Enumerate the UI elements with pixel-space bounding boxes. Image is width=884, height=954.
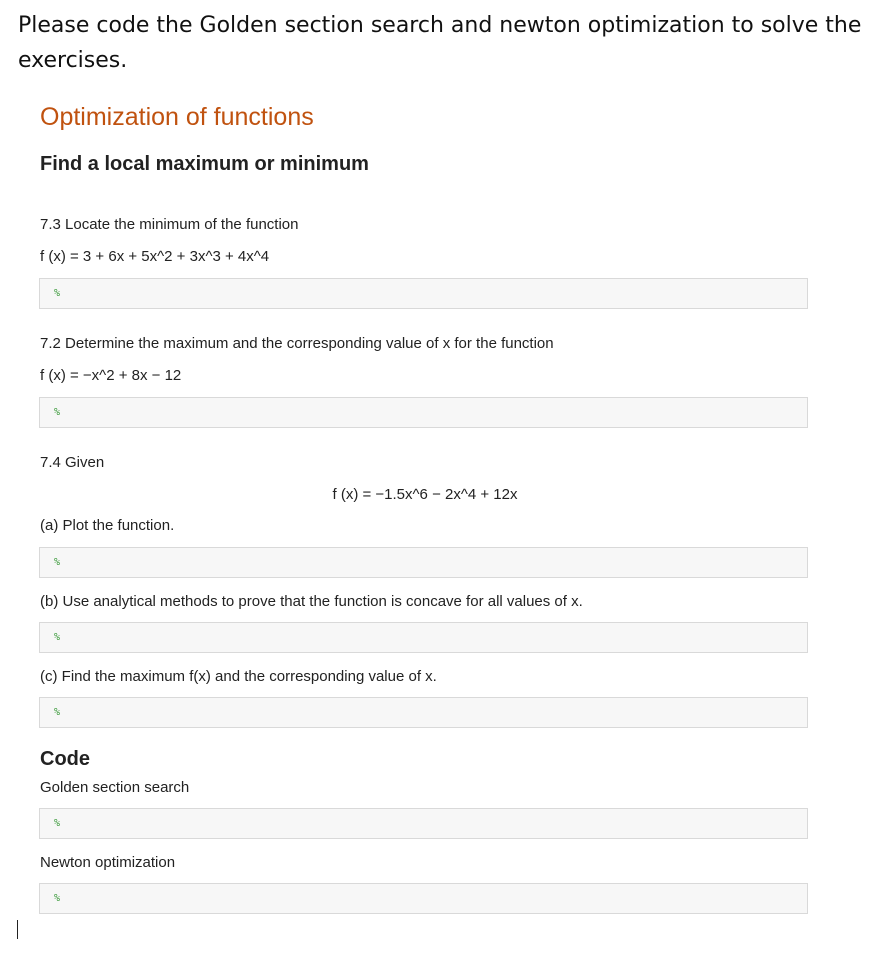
exercise-7-4-formula: f (x) = −1.5x^6 − 2x^4 + 12x <box>332 486 518 503</box>
exercise-7-3-formula: f (x) = 3 + 6x + 5x^2 + 3x^3 + 4x^4 <box>40 248 270 265</box>
comment-prompt: % <box>54 557 61 568</box>
exercise-7-4-part-c: (c) Find the maximum f(x) and the corresponding value of x. <box>40 668 437 685</box>
exercise-7-4-part-b: (b) Use analytical methods to prove that the function is concave for all values of x. <box>40 593 583 610</box>
comment-prompt: % <box>54 288 61 299</box>
exercise-7-4-part-a: (a) Plot the function. <box>40 517 175 534</box>
code-cell-golden[interactable] <box>39 808 808 839</box>
exercise-7-4-prompt: 7.4 Given <box>40 454 105 471</box>
code-cell-7-3[interactable] <box>39 278 808 309</box>
intro-text: Please code the Golden section search and newton optimization to solve the exercises. <box>18 13 862 73</box>
comment-prompt: % <box>54 407 61 418</box>
code-cell-7-2[interactable] <box>39 397 808 428</box>
code-cell-newton[interactable] <box>39 883 808 914</box>
exercise-7-2-prompt: 7.2 Determine the maximum and the corresponding value of x for the function <box>40 335 554 352</box>
text-cursor <box>17 920 18 939</box>
code-cell-7-4b[interactable] <box>39 622 808 653</box>
code-cell-7-4c[interactable] <box>39 697 808 728</box>
exercise-7-3-prompt: 7.3 Locate the minimum of the function <box>40 216 299 233</box>
code-cell-7-4a[interactable] <box>39 547 808 578</box>
code-heading: Code <box>40 748 90 770</box>
golden-section-label: Golden section search <box>40 779 190 796</box>
comment-prompt: % <box>54 893 61 904</box>
section-heading: Find a local maximum or minimum <box>40 153 369 175</box>
comment-prompt: % <box>54 818 61 829</box>
newton-label: Newton optimization <box>40 854 176 871</box>
page-title: Optimization of functions <box>40 103 314 131</box>
comment-prompt: % <box>54 632 61 643</box>
exercise-7-2-formula: f (x) = −x^2 + 8x − 12 <box>40 367 182 384</box>
comment-prompt: % <box>54 707 61 718</box>
